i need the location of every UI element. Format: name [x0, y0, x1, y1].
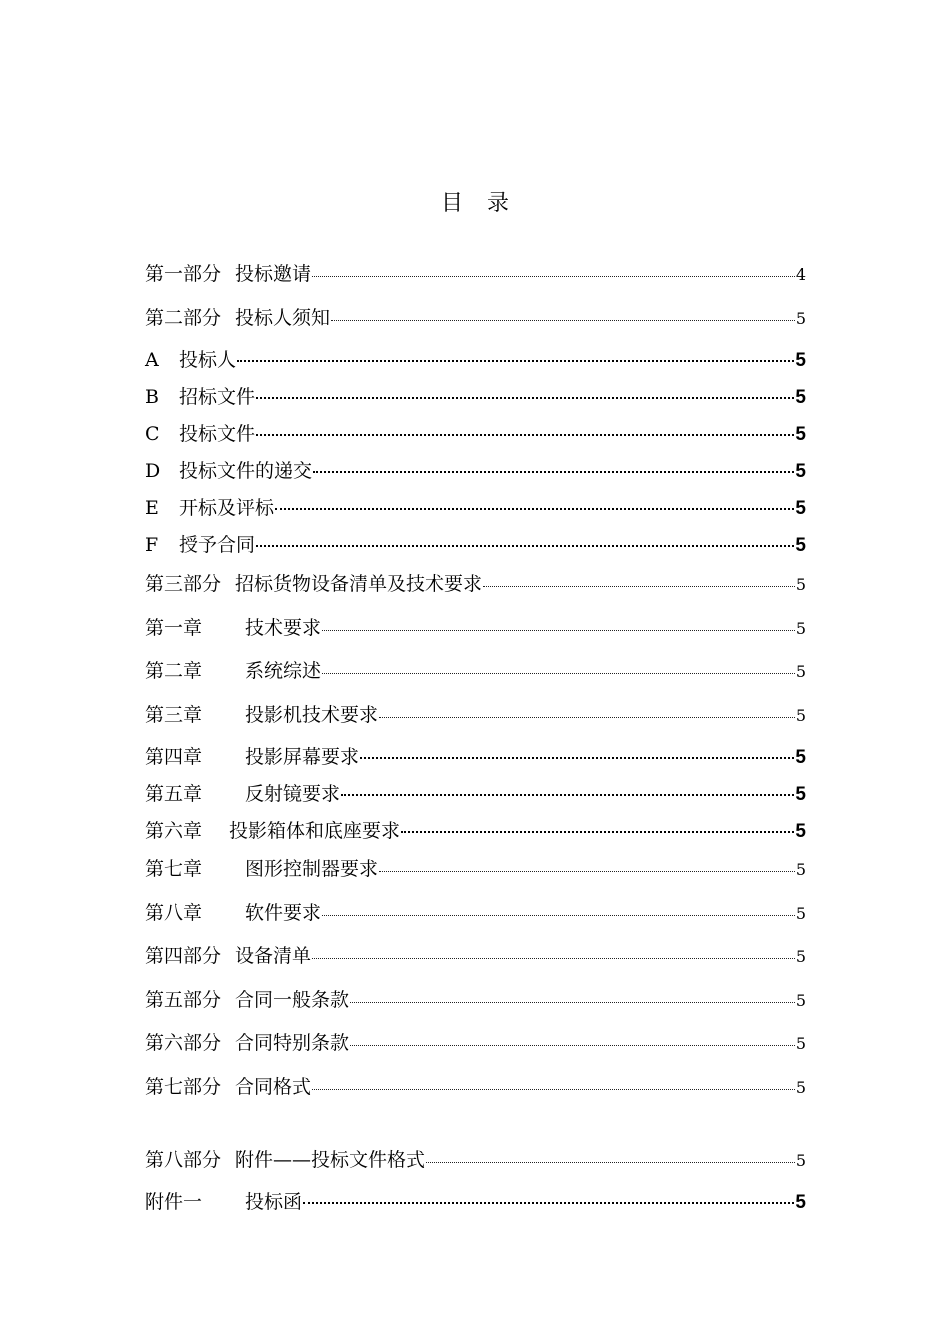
toc-title-char-2: 录 — [487, 191, 510, 216]
toc-entry[interactable] — [145, 898, 806, 925]
toc-page-number: 5 — [795, 706, 806, 725]
toc-page-number: 5 — [795, 991, 806, 1010]
toc-entry-label: 第七部分 — [145, 1076, 222, 1098]
toc-leader — [341, 794, 794, 796]
toc-entry-label: E — [145, 497, 159, 519]
toc-page-number: 5 — [795, 860, 806, 879]
toc-page-number: 5 — [795, 619, 806, 638]
toc-leader — [483, 586, 795, 587]
toc-entry[interactable] — [145, 742, 806, 769]
toc-leader — [275, 508, 794, 510]
toc-page-number: 5 — [795, 662, 806, 681]
toc-entry-label: 第八章 — [145, 902, 203, 924]
toc-leader — [312, 1089, 795, 1090]
toc-entry-label: 第三部分 — [145, 573, 222, 595]
toc-entry-label: 第三章 — [145, 704, 203, 726]
toc-entry-text: 投影屏幕要求 — [245, 746, 360, 768]
toc-entry-label: 第五章 — [145, 783, 203, 805]
toc-entry-text: 授予合同 — [179, 534, 256, 556]
toc-entry-text: 技术要求 — [245, 617, 322, 639]
toc-entry-text: 图形控制器要求 — [245, 858, 379, 880]
toc-entry[interactable] — [145, 985, 806, 1012]
toc-leader — [360, 757, 794, 759]
toc-leader — [322, 673, 795, 674]
toc-entry-label: 第二部分 — [145, 307, 222, 329]
toc-entry-label: 第二章 — [145, 660, 203, 682]
toc-entry[interactable] — [145, 700, 806, 727]
toc-entry-text: 投标人须知 — [235, 307, 331, 329]
toc-entry-label: 第四章 — [145, 746, 203, 768]
toc-entry-text: 软件要求 — [245, 902, 322, 924]
toc-leader — [303, 1202, 794, 1204]
toc-leader — [312, 276, 795, 277]
toc-page-number: 5 — [795, 821, 806, 842]
toc-entry[interactable] — [145, 569, 806, 596]
toc-entry-text: 招标文件 — [179, 386, 256, 408]
toc-entry-label: 附件一 — [145, 1191, 203, 1213]
toc-entry-label: 第一部分 — [145, 263, 222, 285]
toc-entry[interactable] — [145, 816, 806, 843]
toc-leader — [350, 1045, 795, 1046]
toc-leader — [331, 320, 795, 321]
toc-leader — [379, 717, 795, 718]
toc-entry[interactable] — [145, 854, 806, 881]
toc-entry[interactable] — [145, 656, 806, 683]
toc-entry-label: B — [145, 386, 159, 408]
toc-page-number: 5 — [795, 424, 806, 445]
toc-entry-text: 开标及评标 — [179, 497, 275, 519]
toc-leader — [256, 545, 794, 547]
toc-entry-text: 投影机技术要求 — [245, 704, 379, 726]
toc-entry-text: 附件——投标文件格式 — [235, 1149, 426, 1171]
toc-entry-label: 第八部分 — [145, 1149, 222, 1171]
toc-entry[interactable] — [145, 1072, 806, 1099]
toc-page-number: 5 — [795, 350, 806, 371]
toc-leader — [350, 1002, 795, 1003]
toc-entry-text: 合同一般条款 — [235, 989, 350, 1011]
toc-entry-text: 投标函 — [245, 1191, 303, 1213]
toc-title — [0, 186, 950, 217]
toc-leader — [401, 831, 794, 833]
toc-entry[interactable] — [145, 493, 806, 520]
toc-entry[interactable] — [145, 345, 806, 372]
toc-entry[interactable] — [145, 1145, 806, 1172]
toc-page-number: 5 — [795, 747, 806, 768]
toc-entry-text: 合同特别条款 — [235, 1032, 350, 1054]
toc-entry-label: F — [145, 534, 159, 556]
toc-entry-label: C — [145, 423, 160, 445]
toc-entry-label: 第六部分 — [145, 1032, 222, 1054]
toc-entry-label: 第五部分 — [145, 989, 222, 1011]
toc-leader — [237, 360, 794, 362]
toc-page-number: 5 — [795, 784, 806, 805]
toc-entry[interactable] — [145, 456, 806, 483]
toc-leader — [256, 434, 794, 436]
toc-page-number: 5 — [795, 1151, 806, 1170]
toc-entry[interactable] — [145, 303, 806, 330]
toc-leader — [312, 958, 795, 959]
toc-entry-label: 第四部分 — [145, 945, 222, 967]
toc-entry-label: D — [145, 460, 161, 482]
toc-entry-text: 系统综述 — [245, 660, 322, 682]
toc-page-number: 5 — [795, 461, 806, 482]
toc-page-number: 5 — [795, 309, 806, 328]
toc-entry-text: 投标文件 — [179, 423, 256, 445]
toc-entry-label: 第一章 — [145, 617, 203, 639]
toc-page-number: 5 — [795, 535, 806, 556]
toc-leader — [426, 1162, 795, 1163]
toc-leader — [313, 471, 794, 473]
toc-entry[interactable] — [145, 1028, 806, 1055]
toc-entry[interactable] — [145, 530, 806, 557]
toc-entry-label: 第六章 — [145, 820, 203, 842]
toc-page-number: 5 — [795, 1078, 806, 1097]
toc-entry-text: 投影箱体和底座要求 — [229, 820, 401, 842]
toc-entry-text: 合同格式 — [235, 1076, 312, 1098]
toc-entry-label: 第七章 — [145, 858, 203, 880]
toc-page-number: 5 — [795, 575, 806, 594]
toc-page-number: 5 — [795, 947, 806, 966]
toc-page-number: 4 — [795, 265, 806, 284]
toc-page-number: 5 — [795, 387, 806, 408]
toc-entry-text: 投标文件的递交 — [179, 460, 313, 482]
toc-page-number: 5 — [795, 1192, 806, 1213]
toc-entry[interactable] — [145, 779, 806, 806]
toc-page-number: 5 — [795, 1034, 806, 1053]
toc-leader — [322, 915, 795, 916]
toc-leader — [256, 397, 794, 399]
toc-entry[interactable] — [145, 1187, 806, 1214]
toc-entry-text: 设备清单 — [235, 945, 312, 967]
toc-entry-text: 投标人 — [179, 349, 237, 371]
toc-page-number: 5 — [795, 904, 806, 923]
toc-entry[interactable] — [145, 941, 806, 968]
toc-entry-text: 反射镜要求 — [245, 783, 341, 805]
toc-entry[interactable] — [145, 419, 806, 446]
toc-page-number: 5 — [795, 498, 806, 519]
toc-title-char-1: 目 — [440, 191, 463, 216]
toc-entry-text: 投标邀请 — [235, 263, 312, 285]
toc-entry[interactable] — [145, 259, 806, 286]
toc-leader — [322, 630, 795, 631]
toc-leader — [379, 871, 795, 872]
toc-entry-label: A — [145, 349, 159, 371]
toc-entry-text: 招标货物设备清单及技术要求 — [235, 573, 483, 595]
toc-entry[interactable] — [145, 613, 806, 640]
toc-entry[interactable] — [145, 382, 806, 409]
